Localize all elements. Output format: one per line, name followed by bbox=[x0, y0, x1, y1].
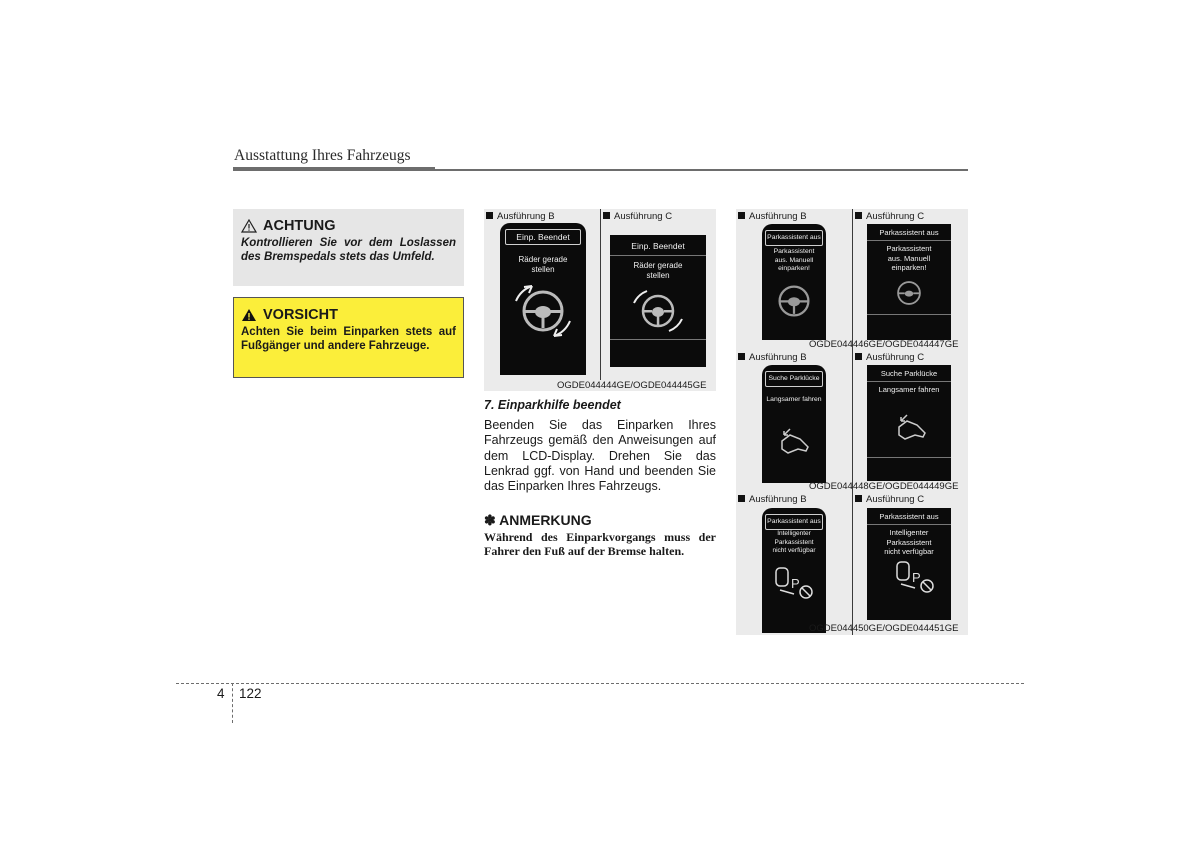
figure-label-c: Ausführung C bbox=[855, 352, 924, 363]
figure-label-b: Ausführung B bbox=[738, 494, 807, 505]
lcd-header: Suche Parklücke bbox=[765, 371, 823, 387]
svg-text:P: P bbox=[791, 576, 800, 591]
lcd-header: Parkassistent aus bbox=[879, 228, 939, 237]
lcd-message: Langsamer fahren bbox=[766, 396, 822, 403]
vorsicht-box bbox=[233, 297, 464, 378]
lcd-header: Parkassistent aus bbox=[765, 514, 823, 530]
anmerkung-body: Während des Einparkvorgangs muss der Fahrer den Fuß auf der Bremse halten. bbox=[484, 530, 716, 559]
svg-text:P: P bbox=[912, 570, 921, 585]
lcd-message: Parkassistent aus. Manuell einparken! bbox=[886, 244, 932, 272]
steering-wheel-icon bbox=[510, 281, 576, 341]
lcd-message: Parkassistent aus. Manuell einparken! bbox=[773, 248, 815, 272]
lcd-header: Einp. Beendet bbox=[631, 241, 685, 251]
figure-code: OGDE044446GE/OGDE044447GE bbox=[809, 339, 959, 350]
lcd-screen-b bbox=[500, 223, 586, 375]
figure-code: OGDE044444GE/OGDE044445GE bbox=[557, 380, 707, 391]
vorsicht-body: Achten Sie beim Einparken stets auf Fußgänger und andere Fahrzeuge. bbox=[241, 326, 456, 352]
lcd-header: Suche Parklücke bbox=[880, 369, 938, 378]
anmerkung-title: ✽ ANMERKUNG bbox=[484, 512, 592, 528]
chapter-number: 4 bbox=[217, 686, 225, 701]
figure-label-c: Ausführung C bbox=[855, 211, 924, 222]
lcd-screen-c bbox=[867, 365, 951, 481]
steering-wheel-icon bbox=[769, 278, 819, 324]
figure-label-c: Ausführung C bbox=[855, 494, 924, 505]
slow-down-foot-icon bbox=[776, 427, 812, 457]
vorsicht-title: VORSICHT bbox=[263, 307, 338, 323]
footer-divider bbox=[232, 683, 233, 723]
section-body: Beenden Sie das Einparken Ihres Fahrzeugs gemäß den Anweisungen auf dem LCD-Display. Drehen Sie das Lenkrad ggf. von Hand und beenden Sie das Einparken Ihres Fahrzeugs. bbox=[484, 418, 716, 494]
lcd-header: Parkassistent aus bbox=[765, 230, 823, 246]
lcd-message: Intelligenter Parkassistent nicht verfügbar bbox=[772, 530, 816, 554]
lcd-message: Intelligenter Parkassistent nicht verfügbar bbox=[884, 528, 934, 556]
section-caption: 7. Einparkhilfe beendet bbox=[484, 398, 621, 412]
lcd-message: Räder gerade stellen bbox=[518, 255, 568, 274]
header-rule-thin bbox=[435, 169, 968, 171]
figure-label-c: Ausführung C bbox=[603, 211, 672, 222]
lcd-screen-b bbox=[762, 508, 826, 633]
lcd-screen-c bbox=[867, 224, 951, 340]
page-number: 122 bbox=[239, 686, 262, 701]
lcd-message: Langsamer fahren bbox=[878, 385, 940, 394]
lcd-screen-b bbox=[762, 365, 826, 483]
slow-down-foot-icon bbox=[893, 413, 929, 443]
achtung-title: ACHTUNG bbox=[263, 218, 336, 234]
figure-divider bbox=[852, 209, 853, 635]
footer-rule bbox=[176, 683, 1024, 684]
steering-wheel-icon bbox=[889, 276, 929, 310]
figure-code: OGDE044450GE/OGDE044451GE bbox=[809, 623, 959, 634]
warning-outline-icon bbox=[241, 219, 257, 233]
parking-unavailable-icon bbox=[893, 560, 937, 594]
header-rule-thick bbox=[233, 167, 435, 171]
lcd-header: Einp. Beendet bbox=[505, 229, 581, 245]
parking-unavailable-icon bbox=[772, 566, 816, 600]
achtung-box bbox=[233, 209, 464, 286]
lcd-screen-c bbox=[867, 508, 951, 620]
lcd-screen-b bbox=[762, 224, 826, 340]
lcd-message: Räder gerade stellen bbox=[633, 261, 683, 280]
warning-filled-icon bbox=[241, 308, 257, 322]
figure-divider bbox=[600, 209, 601, 380]
lcd-screen-c bbox=[610, 235, 706, 367]
figure-code: OGDE044448GE/OGDE044449GE bbox=[809, 481, 959, 492]
running-header: Ausstattung Ihres Fahrzeugs bbox=[234, 147, 411, 164]
figure-label-b: Ausführung B bbox=[738, 211, 807, 222]
steering-wheel-icon bbox=[625, 287, 691, 335]
figure-label-b: Ausführung B bbox=[486, 211, 555, 222]
lcd-header: Parkassistent aus bbox=[879, 512, 939, 521]
figure-label-b: Ausführung B bbox=[738, 352, 807, 363]
achtung-body: Kontrollieren Sie vor dem Loslassen des Bremspedals stets das Umfeld. bbox=[241, 237, 456, 263]
